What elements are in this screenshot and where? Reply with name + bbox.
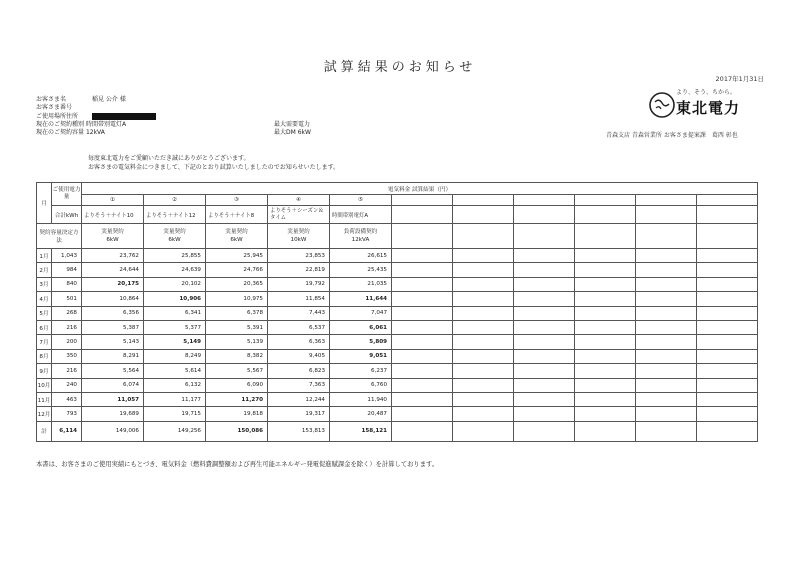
empty-cell — [453, 392, 514, 406]
contract-basis — [144, 224, 206, 249]
kwh-cell: 268 — [52, 306, 82, 320]
empty-cell — [697, 292, 758, 306]
empty-cell — [575, 364, 636, 378]
empty-cell — [575, 320, 636, 334]
fee-cell: 24,644 — [82, 263, 144, 277]
contract-type: 時間帯別電灯A — [85, 120, 127, 128]
empty-cell — [697, 224, 758, 249]
empty-cell — [514, 263, 575, 277]
empty-cell — [697, 277, 758, 291]
table-row — [37, 392, 758, 406]
usage-header: ご使用電力量 — [52, 183, 82, 206]
month-cell: 6月 — [37, 320, 52, 334]
fee-cell: 11,270 — [206, 392, 268, 406]
empty-cell — [575, 421, 636, 441]
total-fee: 149,006 — [82, 421, 144, 441]
fee-cell: 6,537 — [268, 320, 330, 334]
fee-cell: 5,377 — [144, 320, 206, 334]
company-name: 東北電力 — [676, 99, 741, 117]
contract-basis-type: 実量契約 — [163, 229, 186, 235]
fee-cell: 10,864 — [82, 292, 144, 306]
empty-cell — [636, 206, 697, 224]
month-cell: 5月 — [37, 306, 52, 320]
fee-cell: 6,237 — [330, 364, 392, 378]
fee-cell: 25,855 — [144, 249, 206, 263]
total-fee: 150,086 — [206, 421, 268, 441]
empty-cell — [514, 364, 575, 378]
empty-cell — [453, 263, 514, 277]
max-dm: 最大DM 6kW — [274, 129, 311, 137]
fee-cell: 23,762 — [82, 249, 144, 263]
empty-cell — [453, 320, 514, 334]
fee-cell: 6,090 — [206, 378, 268, 392]
fee-cell: 7,443 — [268, 306, 330, 320]
plan-number: ① — [82, 195, 144, 206]
fee-cell: 11,644 — [330, 292, 392, 306]
fee-cell: 5,567 — [206, 364, 268, 378]
contract-basis-type: 実量契約 — [101, 229, 124, 235]
customer-info — [36, 96, 156, 137]
empty-cell — [392, 306, 453, 320]
plan-number: ⑤ — [330, 195, 392, 206]
empty-cell — [636, 364, 697, 378]
empty-cell — [453, 195, 514, 206]
plan-name: よりそう＋シーズン＆タイム — [268, 206, 330, 224]
empty-cell — [636, 335, 697, 349]
fee-cell: 20,365 — [206, 277, 268, 291]
total-row — [37, 421, 758, 441]
contract-basis-type: 実量契約 — [225, 229, 248, 235]
empty-cell — [697, 392, 758, 406]
fee-cell: 22,819 — [268, 263, 330, 277]
contract-basis-type: 実量契約 — [287, 229, 310, 235]
fee-cell: 6,061 — [330, 320, 392, 334]
fee-cell: 5,387 — [82, 320, 144, 334]
empty-cell — [514, 206, 575, 224]
empty-cell — [453, 421, 514, 441]
empty-cell — [697, 407, 758, 421]
empty-cell — [453, 292, 514, 306]
fee-cell: 25,435 — [330, 263, 392, 277]
empty-cell — [514, 407, 575, 421]
fee-cell: 6,760 — [330, 378, 392, 392]
fee-cell: 5,564 — [82, 364, 144, 378]
fee-cell: 10,975 — [206, 292, 268, 306]
month-cell: 7月 — [37, 335, 52, 349]
contract-type-label: 現在のご契約種別 — [36, 120, 85, 128]
max-demand-label: 最大需要電力 — [274, 121, 311, 128]
empty-cell — [453, 378, 514, 392]
empty-cell — [575, 224, 636, 249]
fee-cell: 5,391 — [206, 320, 268, 334]
fee-cell: 20,175 — [82, 277, 144, 291]
empty-cell — [636, 378, 697, 392]
issue-date: 2017年1月31日 — [715, 75, 764, 83]
empty-cell — [636, 421, 697, 441]
empty-cell — [453, 277, 514, 291]
fee-cell: 19,317 — [268, 407, 330, 421]
kwh-cell: 350 — [52, 349, 82, 363]
kwh-cell: 1,043 — [52, 249, 82, 263]
total-fee: 153,813 — [268, 421, 330, 441]
fee-cell: 6,356 — [82, 306, 144, 320]
table-row — [37, 306, 758, 320]
calc-method-header: 契約容量決定方法 — [37, 224, 82, 249]
empty-cell — [392, 249, 453, 263]
empty-cell — [392, 195, 453, 206]
contract-basis-value: 10kW — [290, 237, 307, 243]
month-cell: 8月 — [37, 349, 52, 363]
empty-cell — [453, 306, 514, 320]
fee-cell: 5,614 — [144, 364, 206, 378]
empty-cell — [392, 277, 453, 291]
table-row — [37, 378, 758, 392]
footnote: 本書は、お客さまのご使用実績にもとづき、電気料金（燃料費調整額および再生可能エネルギー発電促進賦課金を除く）を計算しております。 — [36, 461, 439, 468]
fee-cell: 6,823 — [268, 364, 330, 378]
empty-cell — [392, 320, 453, 334]
fee-cell: 8,249 — [144, 349, 206, 363]
plan-name: よりそう＋ナイト8 — [206, 206, 268, 224]
empty-cell — [514, 195, 575, 206]
plan-number: ④ — [268, 195, 330, 206]
kwh-cell: 984 — [52, 263, 82, 277]
fee-cell: 7,047 — [330, 306, 392, 320]
contract-basis — [82, 224, 144, 249]
empty-cell — [392, 349, 453, 363]
table-row — [37, 292, 758, 306]
fee-cell: 25,945 — [206, 249, 268, 263]
kwh-cell: 200 — [52, 335, 82, 349]
contract-basis-value: 6kW — [168, 237, 181, 243]
empty-cell — [636, 224, 697, 249]
fee-cell: 20,487 — [330, 407, 392, 421]
fee-cell: 8,382 — [206, 349, 268, 363]
document-title: 試算結果のお知らせ — [323, 60, 477, 75]
empty-cell — [636, 407, 697, 421]
month-cell: 4月 — [37, 292, 52, 306]
empty-cell — [697, 249, 758, 263]
month-cell: 2月 — [37, 263, 52, 277]
empty-cell — [453, 349, 514, 363]
empty-cell — [575, 263, 636, 277]
empty-cell — [697, 364, 758, 378]
empty-cell — [575, 206, 636, 224]
empty-cell — [514, 292, 575, 306]
company-slogan: より、そう、ちから。 — [676, 89, 737, 96]
empty-cell — [392, 364, 453, 378]
fee-cell: 24,766 — [206, 263, 268, 277]
fee-cell: 9,405 — [268, 349, 330, 363]
fee-cell: 21,035 — [330, 277, 392, 291]
address-label: ご使用場所住所 — [36, 112, 79, 120]
plan-name: よりそう＋ナイト10 — [82, 206, 144, 224]
fee-cell: 19,715 — [144, 407, 206, 421]
empty-cell — [575, 335, 636, 349]
fee-cell: 19,818 — [206, 407, 268, 421]
fee-cell: 8,291 — [82, 349, 144, 363]
contract-capacity-label: 現在のご契約容量 — [36, 129, 85, 137]
empty-cell — [575, 306, 636, 320]
table-row — [37, 277, 758, 291]
empty-cell — [575, 407, 636, 421]
empty-cell — [697, 263, 758, 277]
empty-cell — [575, 349, 636, 363]
month-cell: 1月 — [37, 249, 52, 263]
empty-cell — [636, 277, 697, 291]
total-fee: 158,121 — [330, 421, 392, 441]
kwh-cell: 216 — [52, 320, 82, 334]
greeting-line: 毎度東北電力をご愛顧いただき誠にありがとうございます。 — [88, 155, 250, 162]
kwh-cell: 216 — [52, 364, 82, 378]
greeting — [88, 154, 339, 172]
month-cell: 10月 — [37, 378, 52, 392]
empty-cell — [392, 224, 453, 249]
contract-basis — [206, 224, 268, 249]
contract-basis-value: 12kVA — [351, 237, 370, 243]
empty-cell — [575, 249, 636, 263]
fee-cell: 9,051 — [330, 349, 392, 363]
fee-cell: 5,139 — [206, 335, 268, 349]
contract-basis-value: 6kW — [230, 237, 243, 243]
empty-cell — [636, 249, 697, 263]
kwh-cell: 501 — [52, 292, 82, 306]
total-label: 計 — [37, 421, 52, 441]
empty-cell — [575, 378, 636, 392]
empty-cell — [453, 224, 514, 249]
contract-capacity: 12kVA — [85, 129, 105, 137]
empty-cell — [392, 206, 453, 224]
empty-cell — [392, 335, 453, 349]
fee-cell: 6,341 — [144, 306, 206, 320]
empty-cell — [514, 277, 575, 291]
empty-cell — [636, 392, 697, 406]
kwh-cell: 793 — [52, 407, 82, 421]
month-cell: 12月 — [37, 407, 52, 421]
empty-cell — [514, 224, 575, 249]
empty-cell — [697, 320, 758, 334]
fee-cell: 26,615 — [330, 249, 392, 263]
empty-cell — [514, 392, 575, 406]
plan-name: 時間帯別電灯A — [330, 206, 392, 224]
table-row — [37, 263, 758, 277]
empty-cell — [697, 195, 758, 206]
table-row — [37, 335, 758, 349]
plan-number: ② — [144, 195, 206, 206]
empty-cell — [575, 292, 636, 306]
table-row — [37, 364, 758, 378]
month-header: 月 — [37, 183, 52, 224]
empty-cell — [453, 407, 514, 421]
office-info: 青森支店 青森営業所 お客さま提案課 葛西 彰也 — [606, 132, 738, 139]
fee-cell: 11,057 — [82, 392, 144, 406]
empty-cell — [697, 206, 758, 224]
month-cell: 9月 — [37, 364, 52, 378]
month-cell: 3月 — [37, 277, 52, 291]
empty-cell — [392, 421, 453, 441]
fee-cell: 6,074 — [82, 378, 144, 392]
customer-name-label: お客さま名 — [36, 96, 67, 103]
table-row — [37, 249, 758, 263]
empty-cell — [514, 320, 575, 334]
empty-cell — [636, 306, 697, 320]
kwh-cell: 463 — [52, 392, 82, 406]
empty-cell — [514, 306, 575, 320]
empty-cell — [575, 277, 636, 291]
contract-basis — [330, 224, 392, 249]
empty-cell — [392, 407, 453, 421]
month-cell: 11月 — [37, 392, 52, 406]
table-row — [37, 349, 758, 363]
empty-cell — [636, 320, 697, 334]
fee-cell: 20,102 — [144, 277, 206, 291]
empty-cell — [636, 263, 697, 277]
empty-cell — [636, 292, 697, 306]
empty-cell — [453, 364, 514, 378]
empty-cell — [453, 249, 514, 263]
fee-cell: 12,244 — [268, 392, 330, 406]
table-row — [37, 407, 758, 421]
fees-header: 電気料金 試算結果（円） — [82, 183, 758, 195]
plan-number: ③ — [206, 195, 268, 206]
empty-cell — [636, 195, 697, 206]
fee-cell: 24,639 — [144, 263, 206, 277]
total-kwh-header: 合計kWh — [52, 206, 82, 224]
empty-cell — [453, 206, 514, 224]
kwh-cell: 240 — [52, 378, 82, 392]
empty-cell — [697, 378, 758, 392]
fee-cell: 19,689 — [82, 407, 144, 421]
fee-cell: 23,853 — [268, 249, 330, 263]
customer-name: 稲見 公介 様 — [92, 96, 126, 103]
empty-cell — [575, 392, 636, 406]
greeting-line: お客さまの電気料金につきまして、下記のとおり試算いたしましたのでお知らせいたします。 — [88, 164, 340, 171]
fee-cell: 6,132 — [144, 378, 206, 392]
empty-cell — [453, 335, 514, 349]
empty-cell — [514, 335, 575, 349]
empty-cell — [514, 378, 575, 392]
empty-cell — [392, 263, 453, 277]
fee-cell: 11,940 — [330, 392, 392, 406]
fee-cell: 7,363 — [268, 378, 330, 392]
demand-info — [274, 121, 311, 138]
table-row — [37, 320, 758, 334]
empty-cell — [575, 195, 636, 206]
fee-cell: 19,792 — [268, 277, 330, 291]
fee-cell: 11,177 — [144, 392, 206, 406]
fee-cell: 6,363 — [268, 335, 330, 349]
empty-cell — [514, 349, 575, 363]
total-fee: 149,256 — [144, 421, 206, 441]
fee-cell: 5,809 — [330, 335, 392, 349]
plan-name: よりそう＋ナイト12 — [144, 206, 206, 224]
customer-number-label: お客さま番号 — [36, 104, 73, 112]
empty-cell — [392, 378, 453, 392]
empty-cell — [697, 306, 758, 320]
fee-cell: 11,854 — [268, 292, 330, 306]
kwh-cell: 840 — [52, 277, 82, 291]
empty-cell — [697, 335, 758, 349]
contract-basis-type: 負荷設備契約 — [343, 229, 378, 235]
fee-table — [36, 182, 758, 442]
redaction-bar — [92, 113, 156, 120]
contract-basis-value: 6kW — [106, 237, 119, 243]
fee-cell: 6,378 — [206, 306, 268, 320]
contract-basis — [268, 224, 330, 249]
empty-cell — [514, 249, 575, 263]
fee-cell: 10,906 — [144, 292, 206, 306]
empty-cell — [392, 292, 453, 306]
empty-cell — [697, 349, 758, 363]
total-kwh: 6,114 — [52, 421, 82, 441]
empty-cell — [514, 421, 575, 441]
fee-cell: 5,143 — [82, 335, 144, 349]
empty-cell — [392, 392, 453, 406]
empty-cell — [636, 349, 697, 363]
empty-cell — [697, 421, 758, 441]
fee-cell: 5,149 — [144, 335, 206, 349]
